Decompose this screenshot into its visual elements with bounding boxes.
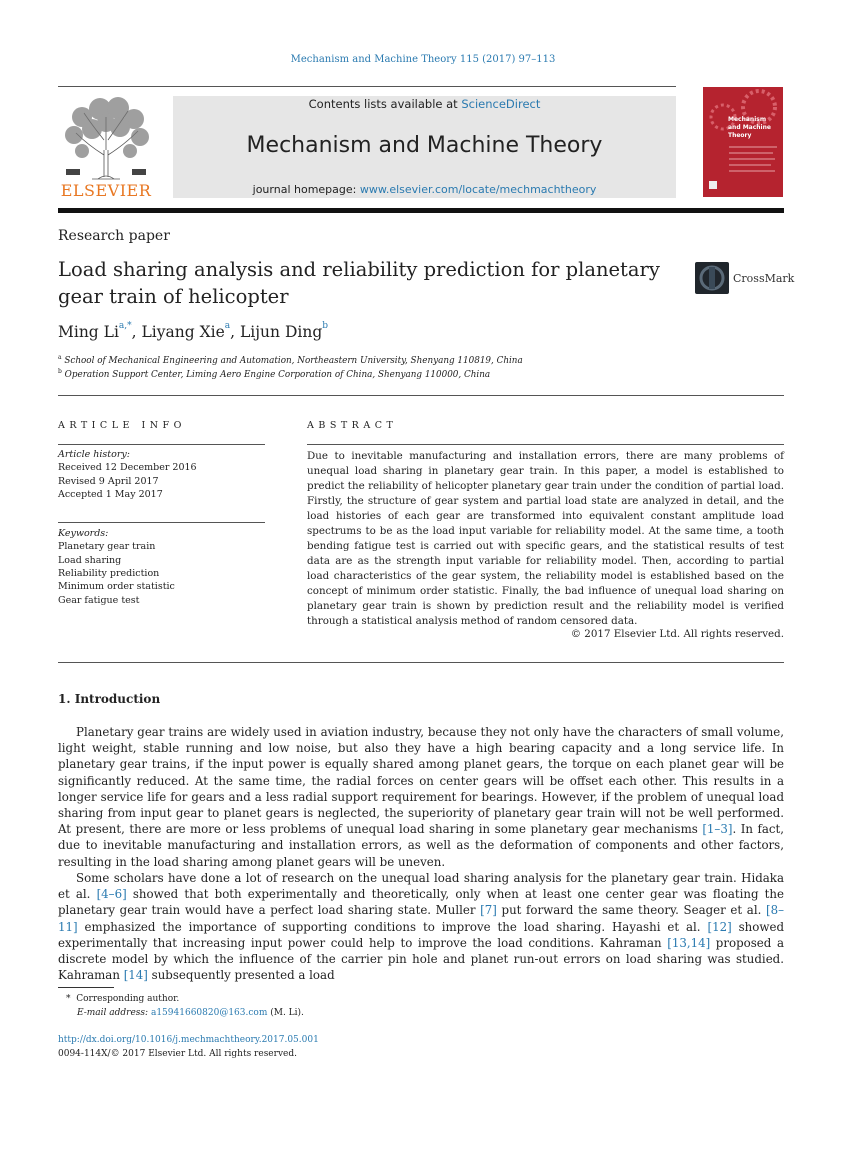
citation-link[interactable]: [8–11] xyxy=(58,903,784,934)
author-name[interactable]: Liyang Xie xyxy=(141,323,225,341)
section-divider xyxy=(58,395,784,396)
abstract-heading: ABSTRACT xyxy=(307,420,398,431)
abstract-copyright: © 2017 Elsevier Ltd. All rights reserved. xyxy=(570,628,784,640)
email-link[interactable]: a15941660820@163.com xyxy=(150,1008,268,1018)
affiliation-mark: b xyxy=(58,368,62,375)
intro-paragraph-2 xyxy=(58,870,784,983)
paragraph-text: proposed a discrete model by which the influence of the carrier pin hole and planet run-out errors on load sharing was studied. Kahraman xyxy=(58,935,784,983)
email-note xyxy=(77,1008,304,1018)
citation-link[interactable]: [4–6] xyxy=(96,887,127,902)
abstract-text: Due to inevitable manufacturing and installation errors, there are many problems of unequal load sharing in planetary gear train. In this paper, a model is established to predict the reliability of helicopter planetary gear train under the condition of partial load. Firstly, the structure of gear system and partial load state are analyzed in detail, and the load histories of each gear are transformed into equivalent constant amplitude load spectrums to be as the load input variable for reliability model. At the same time, a tooth bending fatigue test is carried out with specific gears, and the statistical results of test data are as the strength input variable for reliability model. Then, according to partial load characteristics of the gear system, the reliability model is established based on the concept of minimum order statistic. Finally, the bad influence of unequal load sharing on planetary gear train is shown by prediction result and the reliability model is verified through a statistical analysis method of random censored data. xyxy=(307,450,784,627)
keywords-divider xyxy=(58,522,265,523)
paragraph-text: Some scholars have done a lot of research on the unequal load sharing analysis for the planetary gear train. Hidaka et al. xyxy=(58,871,784,902)
keyword-item: Load sharing xyxy=(58,555,122,566)
paragraph-text: subsequently presented a load xyxy=(147,968,335,983)
keyword-item: Planetary gear train xyxy=(58,541,156,552)
paragraph-text: Planetary gear trains are widely used in aviation industry, because they not only have the characters of small volume, light weight, stable running and low noise, but also they have a high bearing capacity and a long service life. In planetary gear trains, if the input power is equally shared among planet gears, the torque on each planet gear will be significantly reduced. At the same time, the radial forces on center gears will be offset each other. This results in a longer service life for gears and a less radial support requirement for bearings. However, if the problem of unequal load sharing from input gear to planet gears is neglected, the superiority of planetary gear train will not be well performed. At present, there are more or less problems of unequal load sharing in some planetary gear mechanisms xyxy=(58,725,784,837)
citation-link[interactable]: [7] xyxy=(480,903,497,918)
intro-paragraph-1 xyxy=(58,724,784,870)
section-heading-introduction: 1. Introduction xyxy=(58,692,161,706)
keyword-item: Reliability prediction xyxy=(58,568,160,579)
paragraph-text: put forward the same theory. Seager et al. xyxy=(496,903,766,918)
email-suffix: (M. Li). xyxy=(267,1008,304,1018)
author-name[interactable]: Lijun Ding xyxy=(240,323,323,341)
journal-cover-image xyxy=(703,87,783,197)
affiliation xyxy=(58,354,523,366)
article-info-heading: ARTICLE INFO xyxy=(58,420,186,431)
author-affil-mark[interactable]: a xyxy=(224,321,231,331)
keywords-label: Keywords: xyxy=(58,528,109,539)
affiliation-text: Operation Support Center, Liming Aero Engine Corporation of China, Shenyang 110000, China xyxy=(64,369,491,380)
citation-link[interactable]: [12] xyxy=(707,919,732,934)
history-label: Article history: xyxy=(58,449,130,460)
author-affil-mark[interactable]: a,* xyxy=(118,321,132,331)
cover-gear-icon xyxy=(703,87,783,197)
author-name[interactable]: Ming Li xyxy=(58,323,119,341)
cover-title: Mechanism and Machine Theory xyxy=(728,116,771,139)
paragraph-text: showed that both experimentally and theoretically, only when at least one center gear was floating the planetary gear train would have a perfect load sharing state. Muller xyxy=(58,887,784,918)
keyword-item: Gear fatigue test xyxy=(58,595,140,606)
affiliation-text: School of Mechanical Engineering and Automation, Northeastern University, Shenyang 110819, China xyxy=(64,355,523,366)
elsevier-wordmark: ELSEVIER xyxy=(60,181,152,200)
contents-prefix: Contents lists available at xyxy=(308,97,462,111)
footnote-divider xyxy=(58,987,114,988)
journal-homepage xyxy=(173,183,676,196)
top-divider xyxy=(58,86,676,87)
received-date: Received 12 December 2016 xyxy=(58,462,197,473)
contents-available xyxy=(173,97,676,111)
paragraph-text: . In fact, due to inevitable manufacturing and installation errors, as well as the deformation of components and other factors, resulting in the load sharing among planet gears will be uneven. xyxy=(58,822,784,869)
accepted-date: Accepted 1 May 2017 xyxy=(58,489,163,500)
crossmark-icon[interactable] xyxy=(695,262,729,294)
info-divider xyxy=(58,444,265,445)
journal-reference[interactable]: Mechanism and Machine Theory 115 (2017) 97–113 xyxy=(290,54,556,65)
footnote-mark: * xyxy=(66,994,71,1004)
author-list: Ming $Li^{a,*}$, Liyang Xie$^a$, Lijun Ding$^b$ xyxy=(58,321,329,341)
citation-link[interactable]: [1–3] xyxy=(702,822,733,837)
citation-link[interactable]: [14] xyxy=(123,968,148,983)
affiliation xyxy=(58,368,490,380)
header-divider xyxy=(58,208,784,213)
article-type: Research paper xyxy=(58,228,170,244)
abstract-end-divider xyxy=(58,662,784,663)
sciencedirect-link[interactable]: ScienceDirect xyxy=(461,97,541,111)
affiliation-mark: a xyxy=(58,354,62,361)
doi-link[interactable]: http://dx.doi.org/10.1016/j.mechmachtheory.2017.05.001 xyxy=(58,1035,319,1045)
citation-link[interactable]: [13,14] xyxy=(667,935,711,950)
paragraph-text: emphasized the importance of supporting conditions to improve the load sharing. Hayashi et al. xyxy=(77,919,708,934)
homepage-link[interactable]: www.elsevier.com/locate/mechmachtheory xyxy=(359,183,597,196)
crossmark-label[interactable]: CrossMark xyxy=(733,272,795,285)
revised-date: Revised 9 April 2017 xyxy=(58,476,159,487)
paragraph-text: showed experimentally that increasing input power could help to improve the load conditions. Kahraman xyxy=(58,919,784,950)
author-affil-mark[interactable]: b xyxy=(322,321,329,331)
keyword-item: Minimum order statistic xyxy=(58,581,175,592)
abstract-divider xyxy=(307,444,784,445)
email-label: E-mail address: xyxy=(77,1008,149,1018)
corresponding-text: Corresponding author. xyxy=(76,994,180,1004)
journal-title: Mechanism and Machine Theory xyxy=(246,133,603,158)
homepage-prefix: journal homepage: xyxy=(252,183,360,196)
corresponding-author-note xyxy=(66,994,179,1004)
issn-line: 0094-114X/© 2017 Elsevier Ltd. All rights reserved. xyxy=(58,1049,297,1059)
article-title: Load sharing analysis and reliability prediction for planetary gear train of helicopter xyxy=(58,258,660,308)
